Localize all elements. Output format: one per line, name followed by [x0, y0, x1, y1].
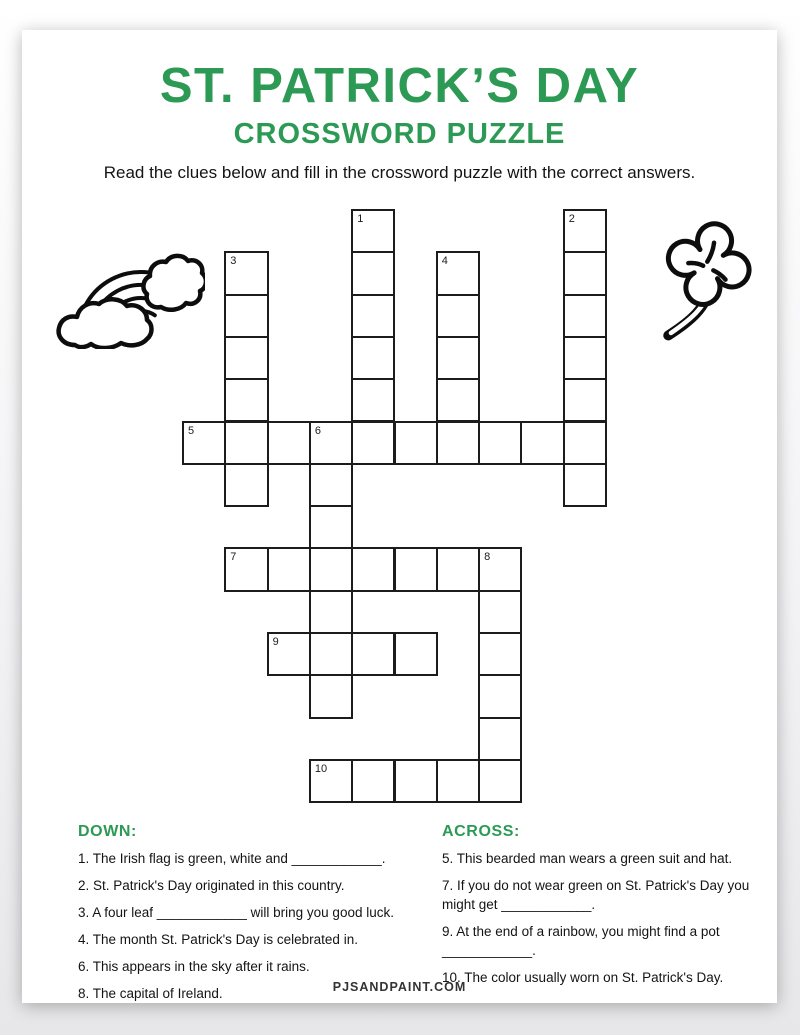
cell-number: 10: [314, 762, 328, 775]
cell-number: 8: [484, 551, 491, 564]
cloud-shape: [59, 299, 152, 348]
cell-number: 5: [188, 424, 195, 437]
worksheet-page: [22, 30, 777, 1003]
cloud-shape: [143, 256, 205, 310]
grid-cell-r8c7[interactable]: [478, 547, 522, 591]
grid-cell-r13c7[interactable]: [478, 759, 522, 803]
grid-cell-r5c8[interactable]: [520, 421, 564, 465]
down-heading: DOWN:: [78, 823, 137, 840]
grid-cell-r10c3[interactable]: [309, 632, 353, 676]
grid-cell-r5c0[interactable]: [182, 421, 226, 465]
cell-number: 1: [357, 213, 364, 225]
grid-cell-r3c4[interactable]: [351, 336, 395, 380]
grid-cell-r13c3[interactable]: [309, 759, 353, 803]
grid-cell-r6c3[interactable]: [309, 463, 353, 507]
grid-cell-r6c9[interactable]: [563, 463, 607, 507]
instructions: Read the clues below and fill in the crossword puzzle with the correct answers.: [103, 163, 696, 182]
grid-cell-r1c6[interactable]: [436, 251, 480, 295]
grid-cell-r9c3[interactable]: [309, 590, 353, 634]
grid-cell-r13c4[interactable]: [351, 759, 395, 803]
clue-across-5: 5. This bearded man wears a green suit and hat.: [442, 851, 733, 866]
grid-cell-r5c5[interactable]: [394, 421, 438, 465]
grid-cell-r13c6[interactable]: [436, 759, 480, 803]
shamrock-clipart: [658, 212, 758, 357]
clue-down-6: 6. This appears in the sky after it rains.: [78, 959, 310, 974]
grid-cell-r13c5[interactable]: [394, 759, 438, 803]
clue-across-9: 9. At the end of a rainbow, you might find a pot ____________.: [442, 924, 720, 958]
across-clue-list: [442, 849, 782, 987]
grid-cell-r3c9[interactable]: [563, 336, 607, 380]
grid-cell-r8c6[interactable]: [436, 547, 480, 591]
grid-cell-r10c2[interactable]: [267, 632, 311, 676]
rainbow-clipart: [55, 227, 205, 349]
clue-down-3: 3. A four leaf ____________ will bring you good luck.: [78, 905, 394, 920]
clue-across-7: 7. If you do not wear green on St. Patrick's Day you might get ____________.: [442, 878, 750, 912]
page-title: ST. PATRICK’S DAY: [159, 59, 640, 113]
grid-cell-r1c1[interactable]: [224, 251, 268, 295]
grid-cell-r0c4[interactable]: [351, 209, 395, 253]
grid-cell-r2c9[interactable]: [563, 294, 607, 338]
cell-number: 6: [314, 424, 322, 437]
grid-cell-r11c3[interactable]: [309, 674, 353, 718]
grid-cell-r10c5[interactable]: [394, 632, 438, 676]
grid-cell-r6c1[interactable]: [224, 463, 268, 507]
grid-cell-r3c6[interactable]: [436, 336, 480, 380]
clue-down-4: 4. The month St. Patrick's Day is celebrated in.: [78, 932, 358, 947]
grid-cell-r4c6[interactable]: [436, 378, 480, 422]
grid-cell-r10c4[interactable]: [351, 632, 395, 676]
cell-number: 3: [230, 255, 237, 268]
grid-cell-r4c1[interactable]: [224, 378, 268, 422]
grid-cell-r5c9[interactable]: [563, 421, 607, 465]
grid-cell-r11c7[interactable]: [478, 674, 522, 718]
grid-cell-r5c4[interactable]: [351, 421, 395, 465]
grid-cell-r7c3[interactable]: [309, 505, 353, 549]
cell-number: 7: [230, 551, 237, 564]
grid-cell-r1c4[interactable]: [351, 251, 395, 295]
footer-credit: PJSANDPAINT.COM: [332, 980, 467, 994]
grid-cell-r5c2[interactable]: [267, 421, 311, 465]
grid-cell-r4c9[interactable]: [563, 378, 607, 422]
page-subtitle: CROSSWORD PUZZLE: [233, 118, 566, 150]
grid-cell-r2c6[interactable]: [436, 294, 480, 338]
grid-cell-r5c1[interactable]: [224, 421, 268, 465]
grid-cell-r0c9[interactable]: [563, 209, 607, 253]
clue-across-10: 10. The color usually worn on St. Patrick's Day.: [442, 970, 724, 985]
across-heading: ACROSS:: [442, 823, 520, 840]
grid-cell-r1c9[interactable]: [563, 251, 607, 295]
cell-number: 9: [272, 636, 279, 648]
clues-across: [442, 823, 782, 995]
clue-down-8: 8. The capital of Ireland.: [78, 986, 223, 1001]
grid-cell-r8c1[interactable]: [224, 547, 268, 591]
grid-cell-r3c1[interactable]: [224, 336, 268, 380]
grid-cell-r8c2[interactable]: [267, 547, 311, 591]
grid-cell-r5c6[interactable]: [436, 421, 480, 465]
clue-down-2: 2. St. Patrick's Day originated in this country.: [78, 878, 345, 893]
grid-cell-r10c7[interactable]: [478, 632, 522, 676]
grid-cell-r12c7[interactable]: [478, 717, 522, 761]
cell-number: 4: [441, 255, 448, 268]
grid-cell-r2c1[interactable]: [224, 294, 268, 338]
grid-cell-r8c5[interactable]: [394, 547, 438, 591]
grid-cell-r5c7[interactable]: [478, 421, 522, 465]
cell-number: 2: [568, 213, 575, 225]
clue-down-1: 1. The Irish flag is green, white and ____________.: [78, 851, 386, 866]
grid-cell-r9c7[interactable]: [478, 590, 522, 634]
grid-cell-r4c4[interactable]: [351, 378, 395, 422]
grid-cell-r2c4[interactable]: [351, 294, 395, 338]
grid-cell-r5c3[interactable]: [309, 421, 353, 465]
grid-cell-r8c4[interactable]: [351, 547, 395, 591]
grid-cell-r8c3[interactable]: [309, 547, 353, 591]
